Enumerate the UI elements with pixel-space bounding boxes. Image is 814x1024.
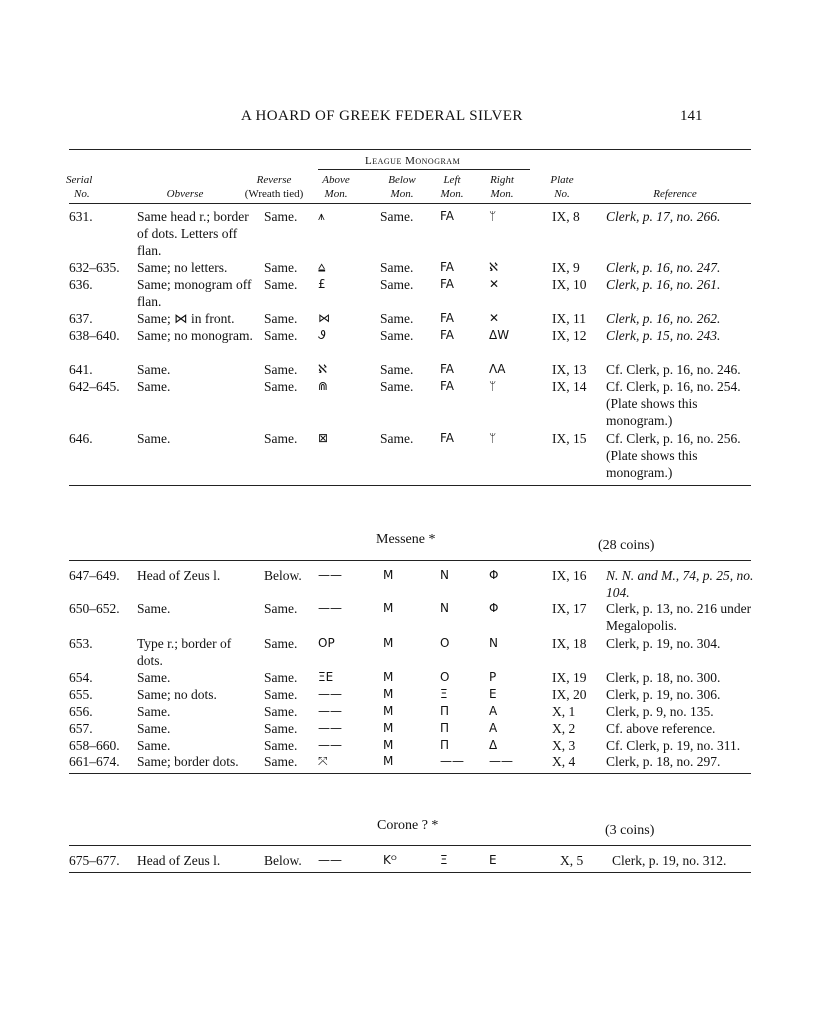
- above-monogram: ℵ: [318, 362, 327, 376]
- serial-cell: 641.: [69, 362, 93, 377]
- right-monogram: A: [489, 704, 498, 718]
- serial-cell: 637.: [69, 311, 93, 326]
- below-monogram: M: [383, 687, 394, 701]
- below-cell: Same.: [380, 277, 414, 292]
- right-monogram: ᛘ: [489, 431, 497, 445]
- header-obverse: Obverse: [166, 188, 204, 200]
- reference-cell: Cf. Clerk, p. 16, no. 246.: [606, 362, 741, 377]
- plate-cell: IX, 17: [552, 601, 587, 616]
- reverse-cell: Same.: [264, 687, 298, 702]
- right-monogram: E: [489, 853, 497, 867]
- plate-cell: X, 2: [552, 721, 576, 736]
- serial-cell: 647–649.: [69, 568, 120, 583]
- left-monogram: FA: [440, 260, 455, 274]
- reference-cell: Clerk, p. 19, no. 306.: [606, 687, 721, 702]
- below-monogram: M: [383, 568, 394, 582]
- reverse-cell: Same.: [264, 636, 298, 651]
- plate-cell: X, 3: [552, 738, 576, 753]
- left-monogram: FA: [440, 311, 455, 325]
- corone-top-rule: [69, 845, 751, 846]
- plate-cell: IX, 15: [552, 431, 587, 446]
- below-monogram: Kᴼ: [383, 853, 397, 867]
- serial-cell: 636.: [69, 277, 93, 292]
- left-monogram: Ξ: [440, 853, 448, 867]
- reverse-cell: Same.: [264, 738, 298, 753]
- above-monogram: ——: [318, 687, 342, 701]
- plate-cell: IX, 8: [552, 209, 580, 224]
- reverse-cell: Same.: [264, 670, 298, 685]
- below-cell: Same.: [380, 431, 414, 446]
- serial-cell: 631.: [69, 209, 93, 224]
- reverse-cell: Same.: [264, 754, 298, 769]
- reference-cell: Clerk, p. 9, no. 135.: [606, 704, 714, 719]
- above-monogram: £: [318, 277, 326, 291]
- right-monogram: ΔW: [489, 328, 510, 342]
- below-monogram: M: [383, 670, 394, 684]
- messene-title: Messene *: [376, 532, 436, 547]
- plate-cell: IX, 12: [552, 328, 587, 343]
- left-monogram: FA: [440, 362, 455, 376]
- obverse-cell: Same; no letters.: [137, 260, 228, 275]
- right-monogram: Φ: [489, 568, 499, 582]
- league-monogram-rule: [318, 169, 530, 170]
- plate-cell: IX, 14: [552, 379, 587, 394]
- obverse-cell: Head of Zeus l.: [137, 568, 221, 583]
- obverse-cell: Same.: [137, 670, 171, 685]
- above-monogram: ⋒: [318, 379, 329, 393]
- plate-cell: IX, 13: [552, 362, 587, 377]
- serial-cell: 646.: [69, 431, 93, 446]
- reference-cell: Cf. Clerk, p. 16, no. 254. (Plate shows this monogram.): [606, 379, 741, 428]
- below-monogram: M: [383, 601, 394, 615]
- serial-cell: 657.: [69, 721, 93, 736]
- below-cell: Same.: [380, 209, 414, 224]
- right-monogram: ——: [489, 754, 513, 768]
- above-monogram: ⩚: [318, 209, 325, 223]
- below-monogram: M: [383, 721, 394, 735]
- reference-cell: Cf. Clerk, p. 19, no. 311.: [606, 738, 741, 753]
- below-monogram: M: [383, 704, 394, 718]
- reverse-cell: Same.: [264, 362, 298, 377]
- reverse-cell: Below.: [264, 853, 302, 868]
- plate-cell: IX, 18: [552, 636, 587, 651]
- left-monogram: Ξ: [440, 687, 448, 701]
- reference-cell: Cf. above reference.: [606, 721, 716, 736]
- header-right: Right Mon.: [490, 174, 514, 200]
- obverse-cell: Same; ⋈ in front.: [137, 311, 235, 326]
- right-monogram: N: [489, 636, 498, 650]
- above-monogram: ——: [318, 721, 342, 735]
- above-monogram: ⊠: [318, 431, 329, 445]
- reverse-cell: Same.: [264, 311, 298, 326]
- plate-cell: IX, 11: [552, 311, 586, 326]
- plate-cell: IX, 19: [552, 670, 587, 685]
- corone-coin-count: (3 coins): [605, 823, 655, 838]
- reference-cell: Clerk, p. 13, no. 216 under Megalopolis.: [606, 601, 752, 633]
- plate-cell: IX, 20: [552, 687, 587, 702]
- right-monogram: ✕: [489, 277, 500, 291]
- reference-cell: N. N. and M., 74, p. 25, no. 104.: [606, 568, 754, 600]
- obverse-cell: Head of Zeus l.: [137, 853, 221, 868]
- reference-cell: Clerk, p. 16, no. 262.: [606, 311, 721, 326]
- below-cell: Same.: [380, 379, 414, 394]
- above-monogram: OP: [318, 636, 335, 650]
- reverse-cell: Same.: [264, 704, 298, 719]
- reverse-cell: Same.: [264, 601, 298, 616]
- league-monogram-heading: League Monogram: [365, 155, 461, 167]
- obverse-cell: Same.: [137, 738, 171, 753]
- left-monogram: FA: [440, 431, 455, 445]
- above-monogram: ——: [318, 568, 342, 582]
- left-monogram: Π: [440, 704, 450, 718]
- plate-cell: X, 1: [552, 704, 576, 719]
- reference-cell: Clerk, p. 18, no. 297.: [606, 754, 721, 769]
- header-below: Below Mon.: [388, 174, 416, 200]
- below-monogram: M: [383, 738, 394, 752]
- left-monogram: FA: [440, 277, 455, 291]
- right-monogram: Δ: [489, 738, 498, 752]
- left-monogram: O: [440, 636, 450, 650]
- messene-top-rule: [69, 560, 751, 561]
- header-plate: Plate No.: [550, 174, 574, 200]
- reference-cell: Clerk, p. 15, no. 243.: [606, 328, 721, 343]
- right-monogram: E: [489, 687, 497, 701]
- serial-cell: 638–640.: [69, 328, 120, 343]
- above-monogram: ⩠: [318, 260, 326, 274]
- above-monogram: ——: [318, 738, 342, 752]
- left-monogram: ——: [440, 754, 464, 768]
- obverse-cell: Same; border dots.: [137, 754, 239, 769]
- right-monogram: A: [489, 721, 498, 735]
- obverse-cell: Type r.; border of dots.: [137, 636, 232, 668]
- obverse-cell: Same.: [137, 601, 171, 616]
- right-monogram: Φ: [489, 601, 499, 615]
- left-monogram: Π: [440, 738, 450, 752]
- below-cell: Same.: [380, 328, 414, 343]
- reverse-cell: Below.: [264, 568, 302, 583]
- obverse-cell: Same.: [137, 704, 171, 719]
- header-reference: Reference: [653, 188, 697, 200]
- reverse-cell: Same.: [264, 277, 298, 292]
- below-monogram: M: [383, 636, 394, 650]
- reference-cell: Clerk, p. 17, no. 266.: [606, 209, 721, 224]
- below-cell: Same.: [380, 260, 414, 275]
- left-monogram: O: [440, 670, 450, 684]
- above-monogram: ——: [318, 601, 342, 615]
- header-above: Above Mon.: [322, 174, 350, 200]
- above-monogram: ⋈: [318, 311, 330, 325]
- right-monogram: P: [489, 670, 497, 684]
- right-monogram: ✕: [489, 311, 500, 325]
- reference-cell: Clerk, p. 16, no. 247.: [606, 260, 721, 275]
- reference-cell: Cf. Clerk, p. 16, no. 256. (Plate shows this monogram.): [606, 431, 741, 480]
- serial-cell: 650–652.: [69, 601, 120, 616]
- messene-coin-count: (28 coins): [598, 538, 655, 553]
- serial-cell: 661–674.: [69, 754, 120, 769]
- obverse-cell: Same.: [137, 431, 171, 446]
- right-monogram: ℵ: [489, 260, 498, 274]
- right-monogram: ᛘ: [489, 379, 497, 393]
- right-monogram: ᛘ: [489, 209, 497, 223]
- reference-cell: Clerk, p. 16, no. 261.: [606, 277, 721, 292]
- plate-cell: IX, 9: [552, 260, 580, 275]
- left-monogram: FA: [440, 379, 455, 393]
- serial-cell: 658–660.: [69, 738, 120, 753]
- messene-bottom-rule: [69, 773, 751, 774]
- left-monogram: FA: [440, 209, 455, 223]
- obverse-cell: Same; monogram off flan.: [137, 277, 252, 309]
- serial-cell: 653.: [69, 636, 93, 651]
- page-number: 141: [680, 108, 703, 124]
- above-monogram: ——: [318, 853, 342, 867]
- above-monogram: Ꮽ: [318, 328, 326, 342]
- obverse-cell: Same head r.; border of dots. Letters off flan.: [137, 209, 249, 258]
- serial-cell: 642–645.: [69, 379, 120, 394]
- header-bottom-rule: [69, 203, 751, 204]
- left-monogram: FA: [440, 328, 455, 342]
- reverse-cell: Same.: [264, 431, 298, 446]
- plate-cell: X, 5: [560, 853, 584, 868]
- obverse-cell: Same; no dots.: [137, 687, 217, 702]
- table1-bottom-rule: [69, 485, 751, 486]
- above-monogram: ⤧: [318, 754, 328, 768]
- left-monogram: N: [440, 568, 449, 582]
- reference-cell: Clerk, p. 18, no. 300.: [606, 670, 721, 685]
- reverse-cell: Same.: [264, 260, 298, 275]
- obverse-cell: Same.: [137, 379, 171, 394]
- reverse-cell: Same.: [264, 328, 298, 343]
- right-monogram: ΛA: [489, 362, 506, 376]
- header-reverse: Reverse (Wreath tied): [244, 174, 304, 200]
- serial-cell: 632–635.: [69, 260, 120, 275]
- running-header-title: A HOARD OF GREEK FEDERAL SILVER: [241, 108, 523, 124]
- reverse-cell: Same.: [264, 721, 298, 736]
- reverse-cell: Same.: [264, 379, 298, 394]
- reference-cell: Clerk, p. 19, no. 312.: [612, 853, 727, 868]
- serial-cell: 656.: [69, 704, 93, 719]
- below-cell: Same.: [380, 311, 414, 326]
- table-top-rule: [69, 149, 751, 150]
- above-monogram: ——: [318, 704, 342, 718]
- serial-cell: 654.: [69, 670, 93, 685]
- obverse-cell: Same.: [137, 721, 171, 736]
- corone-title: Corone ? *: [377, 818, 439, 833]
- plate-cell: IX, 10: [552, 277, 587, 292]
- obverse-cell: Same; no monogram.: [137, 328, 253, 343]
- above-monogram: ΞE: [318, 670, 334, 684]
- corone-bottom-rule: [69, 872, 751, 873]
- plate-cell: X, 4: [552, 754, 576, 769]
- left-monogram: Π: [440, 721, 450, 735]
- serial-cell: 675–677.: [69, 853, 120, 868]
- obverse-cell: Same.: [137, 362, 171, 377]
- reverse-cell: Same.: [264, 209, 298, 224]
- header-serial: Serial No.: [66, 174, 93, 200]
- below-monogram: M: [383, 754, 394, 768]
- header-left: Left Mon.: [440, 174, 464, 200]
- reference-cell: Clerk, p. 19, no. 304.: [606, 636, 721, 651]
- left-monogram: N: [440, 601, 449, 615]
- plate-cell: IX, 16: [552, 568, 587, 583]
- serial-cell: 655.: [69, 687, 93, 702]
- below-cell: Same.: [380, 362, 414, 377]
